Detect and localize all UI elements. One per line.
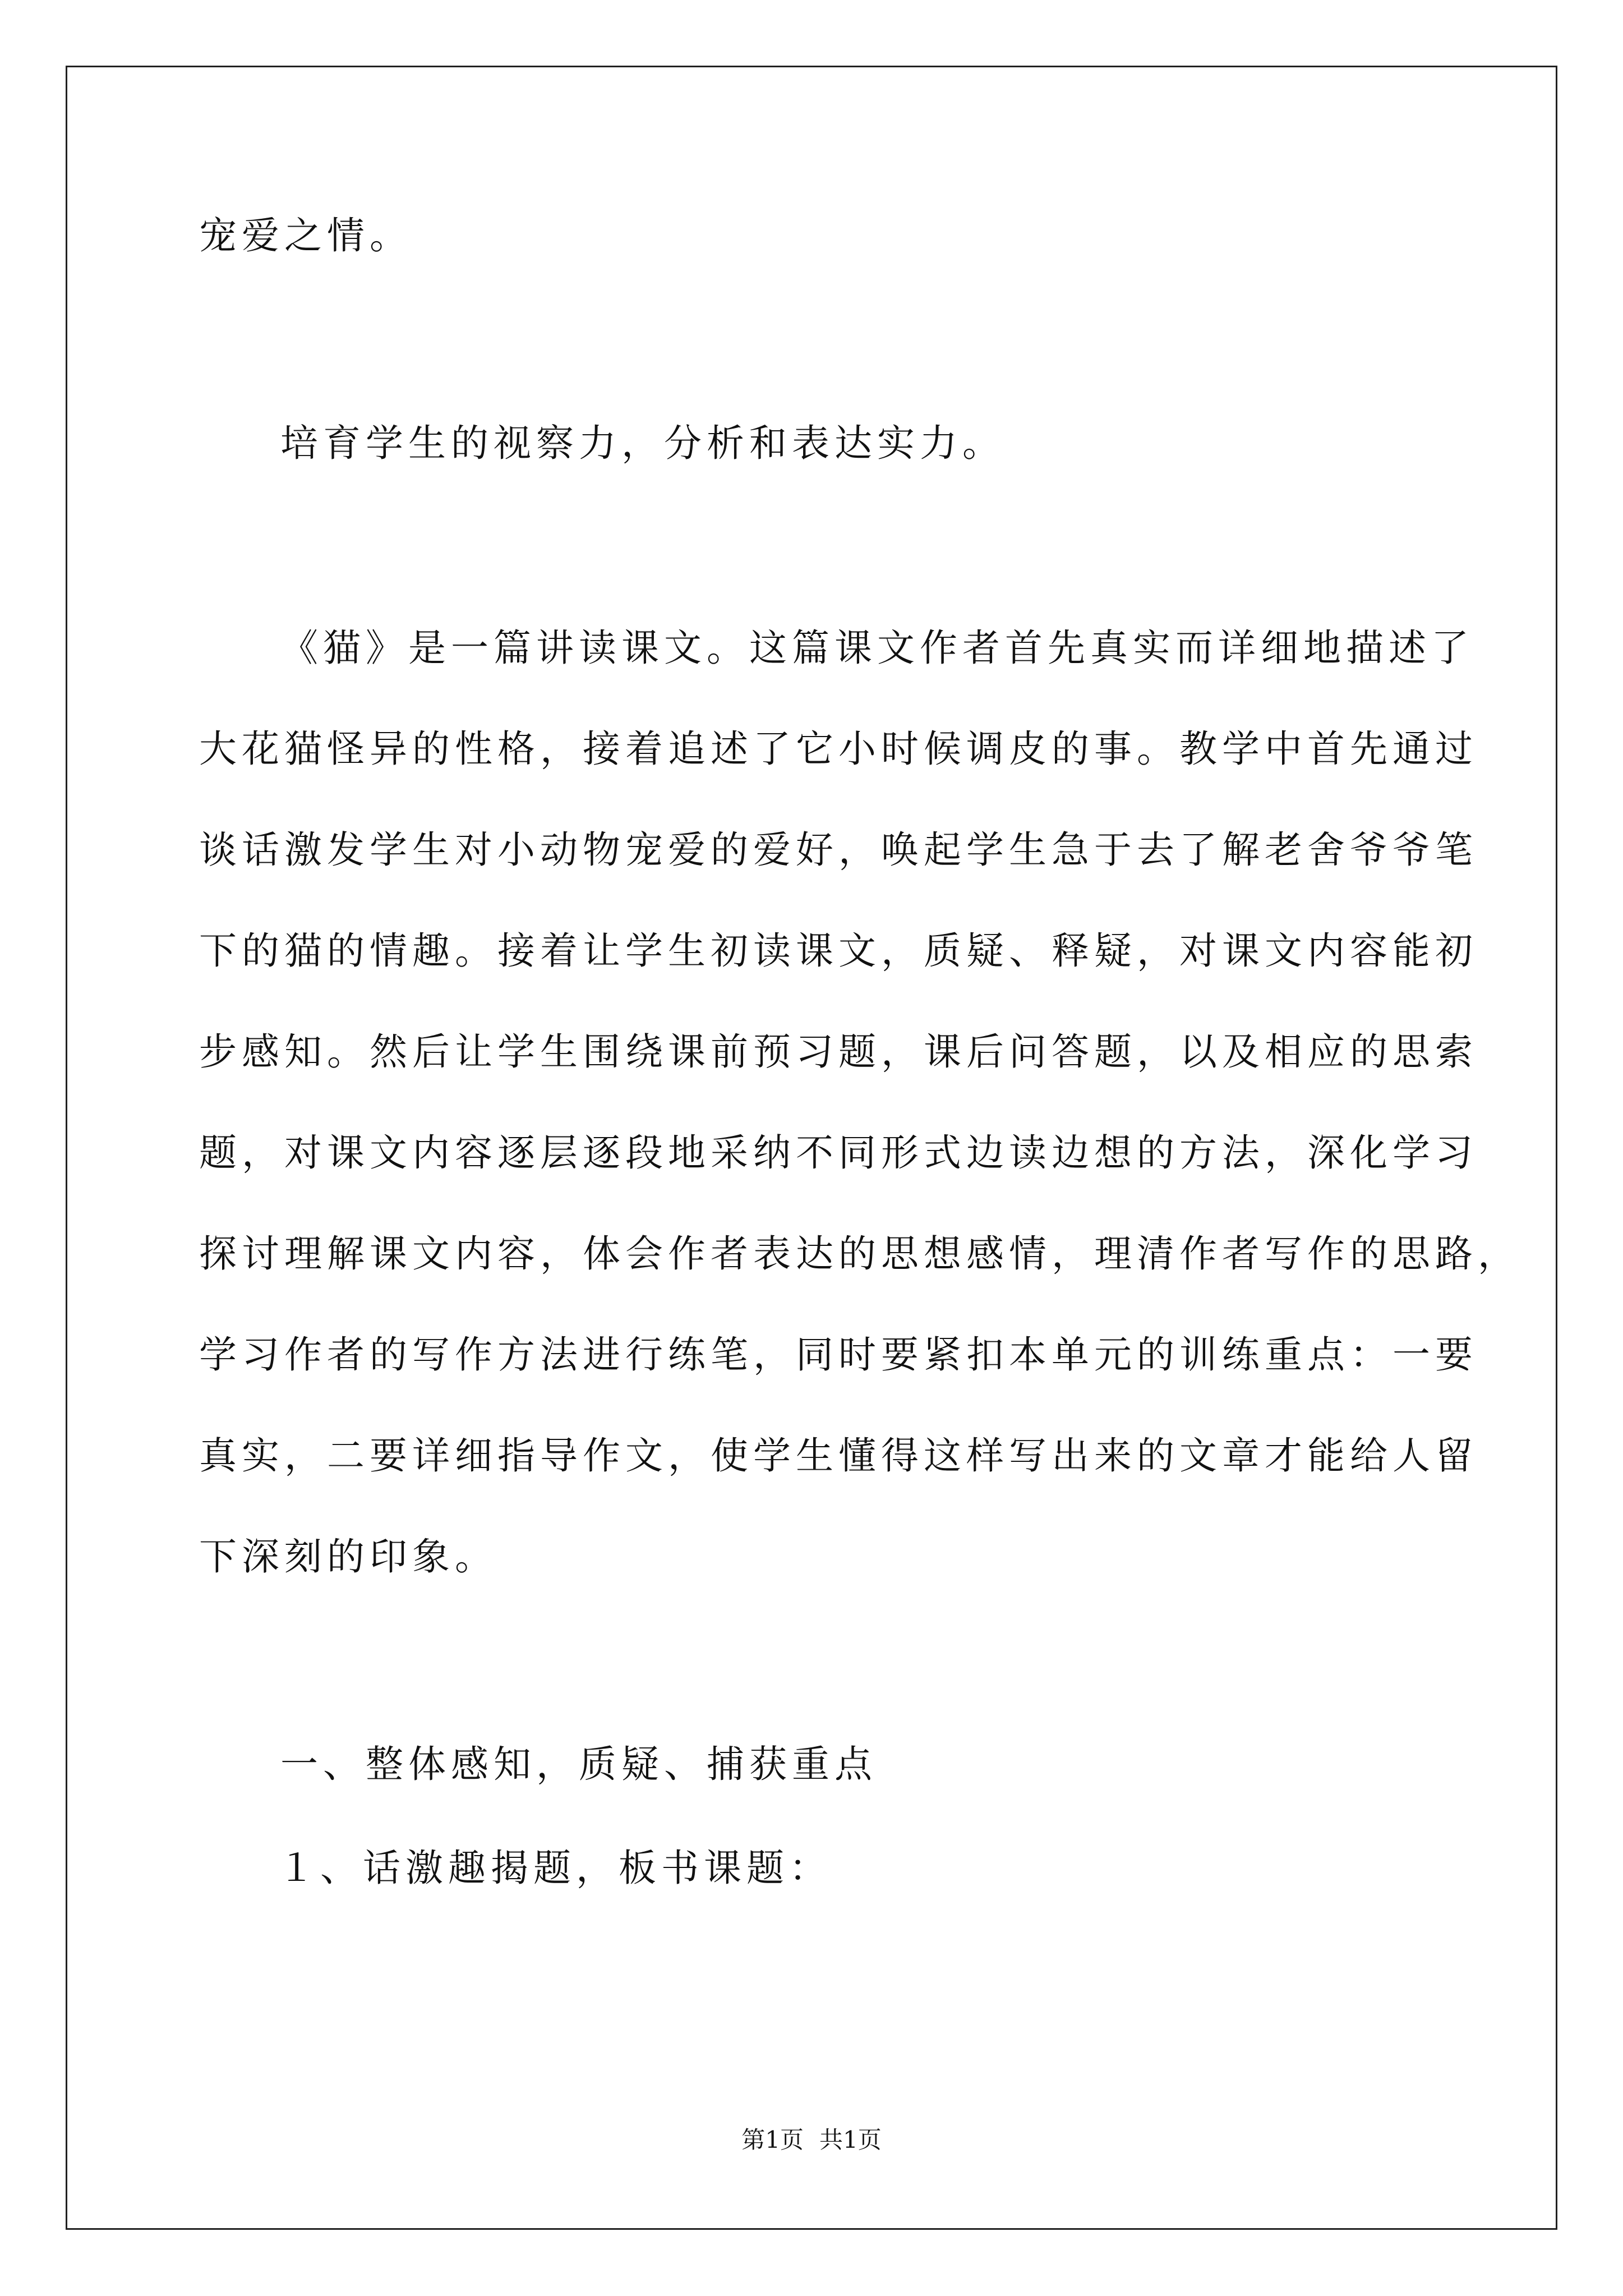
- paragraph-line: 《猫》是一篇讲读课文。这篇课文作者首先真实而详细地描述了: [280, 626, 1474, 670]
- paragraph-line: 学习作者的写作方法进行练笔，同时要紧扣本单元的训练重点：一要: [199, 1333, 1478, 1377]
- paragraph-line: 探讨理解课文内容，体会作者表达的思想感情，理清作者写作的思路，: [199, 1232, 1520, 1276]
- paragraph-objective: 培育学生的视察力，分析和表达实力。: [280, 421, 1005, 465]
- paragraph-line: 下深刻的印象。: [199, 1535, 497, 1579]
- list-item: １、话激趣揭题，板书课题：: [278, 1846, 832, 1890]
- paragraph-continuation: 宠爱之情。: [199, 214, 412, 257]
- paragraph-line: 步感知。然后让学生围绕课前预习题，课后问答题，以及相应的思索: [199, 1030, 1478, 1074]
- paragraph-line: 真实，二要详细指导作文，使学生懂得这样写出来的文章才能给人留: [199, 1434, 1478, 1478]
- page-total: 共1页: [819, 2126, 882, 2154]
- paragraph-line: 谈话激发学生对小动物宠爱的爱好，唤起学生急于去了解老舍爷爷笔: [199, 828, 1478, 872]
- paragraph-line: 大花猫怪异的性格，接着追述了它小时候调皮的事。教学中首先通过: [199, 727, 1478, 771]
- paragraph-line: 下的猫的情趣。接着让学生初读课文，质疑、释疑，对课文内容能初: [199, 929, 1478, 973]
- paragraph-line: 题，对课文内容逐层逐段地采纳不同形式边读边想的方法，深化学习: [199, 1131, 1478, 1175]
- page-footer: [0, 2123, 1623, 2157]
- page-number: 第1页: [741, 2126, 804, 2154]
- section-heading: 一、整体感知，质疑、捕获重点: [280, 1742, 877, 1786]
